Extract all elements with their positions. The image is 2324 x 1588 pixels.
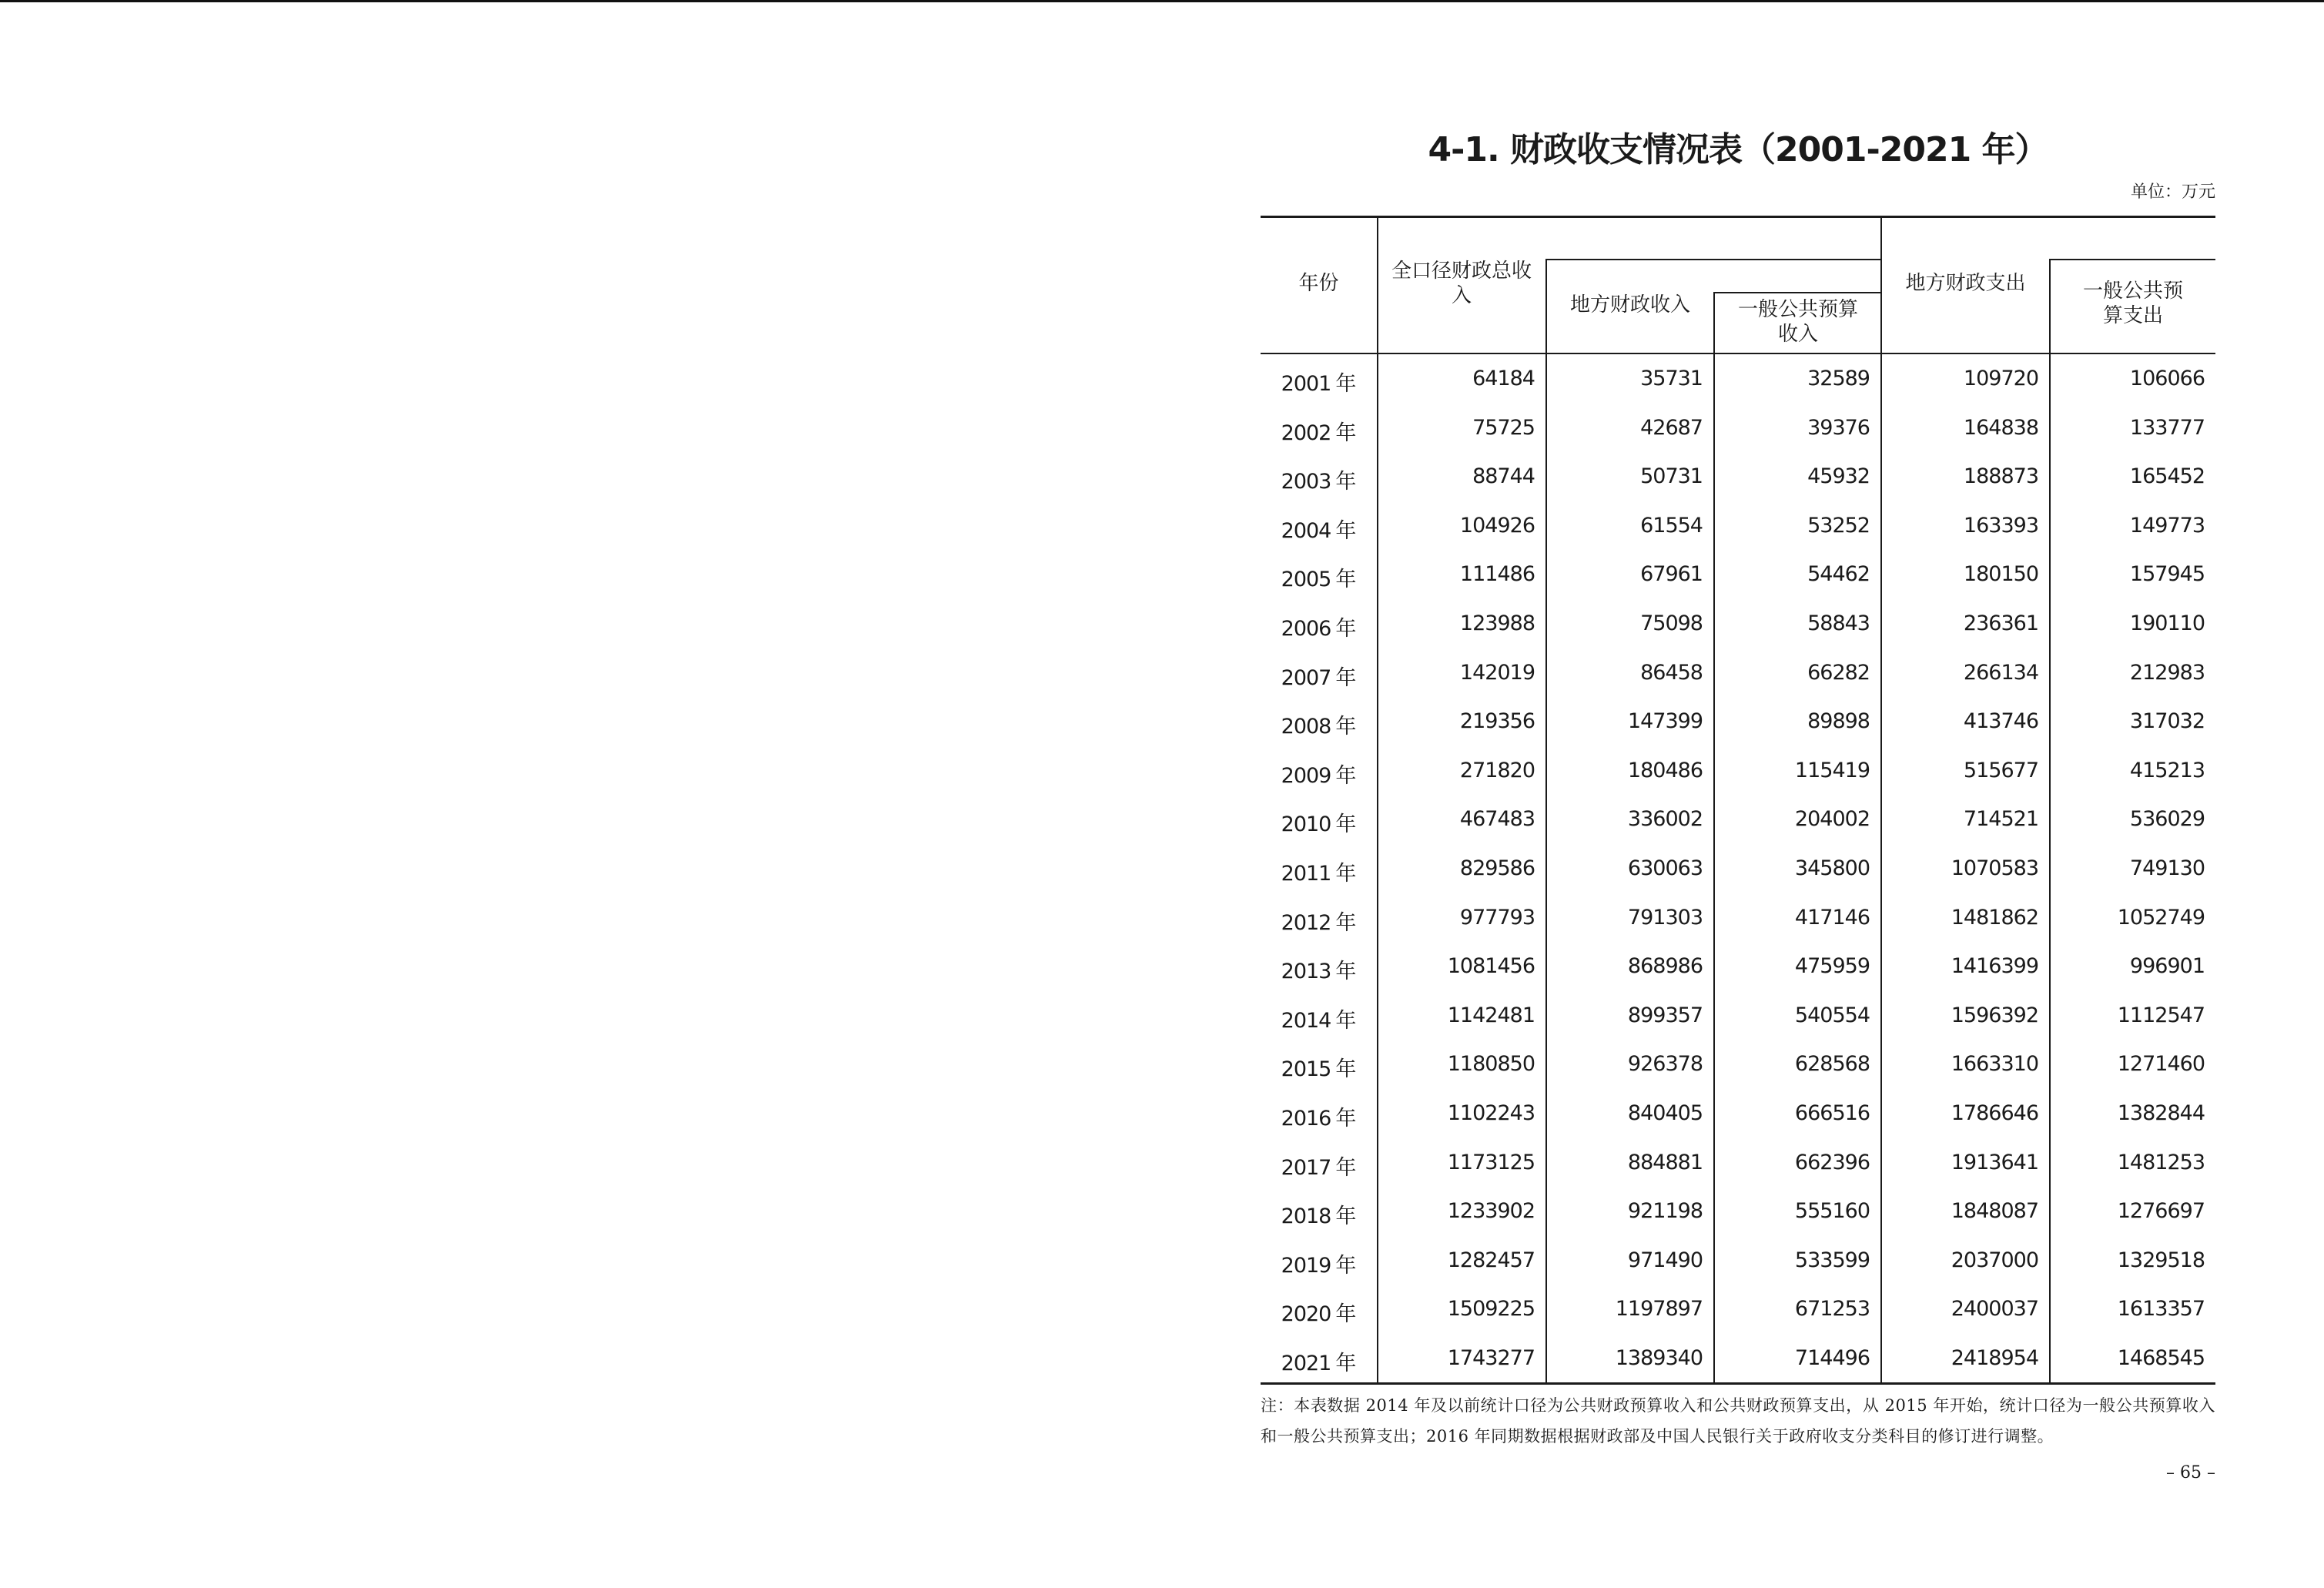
cell-local-expenditure: 109720 <box>1963 367 2038 390</box>
cell-local-revenue: 61554 <box>1640 513 1703 538</box>
cell-general-budget-expenditure: 133777 <box>2129 415 2205 440</box>
unit-label: 单位：万元 <box>2130 183 2215 202</box>
cell-local-expenditure: 163393 <box>1963 513 2038 538</box>
year-value: 2006 <box>1281 617 1331 641</box>
year-value: 2001 <box>1281 372 1331 396</box>
cell-total-revenue: 1233902 <box>1447 1199 1535 1224</box>
cell-local-expenditure: 1913641 <box>1951 1150 2038 1174</box>
cell-general-budget-revenue: 54462 <box>1807 562 1870 587</box>
row-year <box>1261 1248 1377 1278</box>
cell-local-revenue: 630063 <box>1627 856 1703 880</box>
year-value: 2004 <box>1281 518 1331 543</box>
row-year <box>1261 1052 1377 1082</box>
cell-total-revenue: 977793 <box>1459 905 1535 930</box>
year-suffix: 年 <box>1335 910 1357 935</box>
cell-general-budget-expenditure: 1613357 <box>2117 1297 2205 1322</box>
book-page <box>1261 0 2215 1588</box>
cell-general-budget-expenditure: 212983 <box>2129 660 2205 685</box>
year-value: 2018 <box>1281 1204 1331 1229</box>
table-footnote: 注：本表数据 2014 年及以前统计口径为公共财政预算收入和公共财政预算支出，从 2015 年开始，统计口径为一般公共预算收入和一般公共预算支出；2016 年同期数据根据财政部及中国人民银行关于政府收支分类科目的修订进行调整。 <box>1261 1396 2215 1446</box>
year-value: 2010 <box>1281 812 1331 837</box>
year-value: 2007 <box>1281 665 1331 690</box>
row-year <box>1261 611 1377 642</box>
row-year <box>1261 416 1377 446</box>
table-bottom-rule <box>1261 1382 2215 1385</box>
cell-local-revenue: 899357 <box>1627 1003 1703 1027</box>
cell-total-revenue: 1102243 <box>1447 1101 1535 1125</box>
year-suffix: 年 <box>1335 1253 1357 1278</box>
cell-local-expenditure: 714521 <box>1963 807 2038 832</box>
cell-general-budget-expenditure: 536029 <box>2129 807 2205 832</box>
cell-general-budget-revenue: 714496 <box>1794 1346 1870 1370</box>
header-local-revenue: 地方财政收入 <box>1569 293 1690 317</box>
sub-header-rule <box>1713 292 1882 293</box>
cell-local-expenditure: 515677 <box>1963 758 2038 782</box>
cell-total-revenue: 271820 <box>1459 758 1535 782</box>
row-year <box>1261 807 1377 837</box>
row-year <box>1261 1151 1377 1181</box>
year-suffix: 年 <box>1335 1155 1357 1180</box>
cell-general-budget-expenditure: 1382844 <box>2117 1101 2205 1125</box>
cell-total-revenue: 1142481 <box>1447 1003 1535 1027</box>
year-value: 2021 <box>1281 1352 1331 1375</box>
year-value: 2008 <box>1281 715 1331 739</box>
cell-local-expenditure: 236361 <box>1963 611 2038 635</box>
year-suffix: 年 <box>1335 862 1357 886</box>
cell-local-revenue: 86458 <box>1640 660 1703 685</box>
year-value: 2016 <box>1281 1107 1331 1131</box>
row-year <box>1261 954 1377 984</box>
row-year <box>1261 661 1377 691</box>
header-local-expenditure: 地方财政支出 <box>1905 272 2026 295</box>
row-year <box>1261 514 1377 544</box>
cell-total-revenue: 1282457 <box>1447 1248 1535 1272</box>
cell-local-expenditure: 2400037 <box>1951 1297 2038 1322</box>
row-year <box>1261 464 1377 494</box>
table-top-rule <box>1261 216 2215 218</box>
table-title: 4-1. 财政收支情况表（2001-2021 年） <box>1428 130 2048 169</box>
cell-general-budget-revenue: 32589 <box>1807 367 1870 390</box>
cell-general-budget-revenue: 671253 <box>1794 1297 1870 1322</box>
header-bottom-rule <box>1261 353 2215 354</box>
cell-general-budget-revenue: 475959 <box>1794 954 1870 979</box>
year-suffix: 年 <box>1335 763 1357 788</box>
year-value: 2005 <box>1281 568 1331 592</box>
year-suffix: 年 <box>1335 372 1357 396</box>
row-year <box>1261 1346 1377 1376</box>
cell-general-budget-expenditure: 415213 <box>2129 758 2205 782</box>
cell-general-budget-revenue: 204002 <box>1794 807 1870 832</box>
cell-local-revenue: 50731 <box>1640 464 1703 489</box>
year-suffix: 年 <box>1335 1204 1357 1229</box>
cell-general-budget-revenue: 39376 <box>1807 415 1870 440</box>
cell-total-revenue: 64184 <box>1472 367 1535 390</box>
cell-total-revenue: 142019 <box>1459 660 1535 685</box>
year-suffix: 年 <box>1335 617 1357 641</box>
cell-general-budget-expenditure: 317032 <box>2129 709 2205 734</box>
cell-local-revenue: 1389340 <box>1615 1346 1703 1370</box>
year-value: 2014 <box>1281 1008 1331 1033</box>
cell-general-budget-revenue: 417146 <box>1794 905 1870 930</box>
cell-general-budget-expenditure: 1329518 <box>2117 1248 2205 1272</box>
cell-local-expenditure: 1596392 <box>1951 1003 2038 1027</box>
row-year <box>1261 906 1377 936</box>
cell-general-budget-expenditure: 1481253 <box>2117 1150 2205 1174</box>
cell-local-revenue: 791303 <box>1627 905 1703 930</box>
cell-total-revenue: 104926 <box>1459 513 1535 538</box>
cell-local-revenue: 884881 <box>1627 1150 1703 1174</box>
year-value: 2017 <box>1281 1155 1331 1180</box>
cell-general-budget-expenditure: 1052749 <box>2117 905 2205 930</box>
cell-local-expenditure: 180150 <box>1963 562 2038 587</box>
revenue-group-rule <box>1545 259 1882 260</box>
cell-local-expenditure: 1848087 <box>1951 1199 2038 1224</box>
cell-general-budget-revenue: 628568 <box>1794 1052 1870 1077</box>
year-suffix: 年 <box>1335 1057 1357 1082</box>
cell-local-revenue: 35731 <box>1640 367 1703 390</box>
row-year <box>1261 1101 1377 1131</box>
cell-general-budget-expenditure: 1271460 <box>2117 1052 2205 1077</box>
year-value: 2011 <box>1281 862 1331 886</box>
row-year <box>1261 1003 1377 1034</box>
cell-local-expenditure: 1070583 <box>1951 856 2038 880</box>
cell-general-budget-revenue: 555160 <box>1794 1199 1870 1224</box>
cell-general-budget-revenue: 89898 <box>1807 709 1870 734</box>
cell-local-expenditure: 1416399 <box>1951 954 2038 979</box>
year-suffix: 年 <box>1335 1302 1357 1327</box>
year-value: 2009 <box>1281 763 1331 788</box>
cell-general-budget-revenue: 533599 <box>1794 1248 1870 1272</box>
cell-total-revenue: 88744 <box>1472 464 1535 489</box>
cell-general-budget-expenditure: 1276697 <box>2117 1199 2205 1224</box>
cell-total-revenue: 75725 <box>1472 415 1535 440</box>
cell-total-revenue: 1173125 <box>1447 1150 1535 1174</box>
header-total-revenue: 全口径财政总收入 <box>1391 260 1532 307</box>
year-suffix: 年 <box>1335 1008 1357 1033</box>
cell-total-revenue: 1180850 <box>1447 1052 1535 1077</box>
row-year <box>1261 367 1377 397</box>
cell-total-revenue: 111486 <box>1459 562 1535 587</box>
cell-total-revenue: 1509225 <box>1447 1297 1535 1322</box>
cell-general-budget-revenue: 666516 <box>1794 1101 1870 1125</box>
cell-general-budget-revenue: 58843 <box>1807 611 1870 635</box>
cell-general-budget-revenue: 345800 <box>1794 856 1870 880</box>
cell-local-expenditure: 188873 <box>1963 464 2038 489</box>
year-value: 2003 <box>1281 470 1331 494</box>
cell-general-budget-revenue: 45932 <box>1807 464 1870 489</box>
expenditure-group-rule <box>2049 259 2215 260</box>
header-general-budget-expenditure: 一般公共预算支出 <box>2082 280 2183 327</box>
row-year <box>1261 562 1377 592</box>
row-year <box>1261 709 1377 739</box>
header-year: 年份 <box>1298 272 1339 295</box>
cell-general-budget-expenditure: 749130 <box>2129 856 2205 880</box>
cell-general-budget-revenue: 540554 <box>1794 1003 1870 1027</box>
cell-general-budget-revenue: 115419 <box>1794 758 1870 782</box>
cell-total-revenue: 467483 <box>1459 807 1535 832</box>
cell-general-budget-expenditure: 157945 <box>2129 562 2205 587</box>
cell-local-revenue: 180486 <box>1627 758 1703 782</box>
cell-general-budget-revenue: 53252 <box>1807 513 1870 538</box>
year-value: 2020 <box>1281 1302 1331 1327</box>
year-value: 2013 <box>1281 960 1331 984</box>
year-value: 2015 <box>1281 1057 1331 1082</box>
cell-local-expenditure: 1663310 <box>1951 1052 2038 1077</box>
year-value: 2002 <box>1281 420 1331 445</box>
year-value: 2019 <box>1281 1253 1331 1278</box>
cell-local-revenue: 840405 <box>1627 1101 1703 1125</box>
cell-general-budget-expenditure: 106066 <box>2129 367 2205 390</box>
cell-local-revenue: 336002 <box>1627 807 1703 832</box>
cell-local-expenditure: 1786646 <box>1951 1101 2038 1125</box>
cell-local-expenditure: 413746 <box>1963 709 2038 734</box>
cell-total-revenue: 829586 <box>1459 856 1535 880</box>
row-year <box>1261 759 1377 789</box>
cell-local-revenue: 868986 <box>1627 954 1703 979</box>
page-number: – 65 – <box>2166 1463 2215 1482</box>
cell-local-revenue: 67961 <box>1640 562 1703 587</box>
cell-general-budget-revenue: 662396 <box>1794 1150 1870 1174</box>
cell-general-budget-expenditure: 149773 <box>2129 513 2205 538</box>
cell-local-revenue: 926378 <box>1627 1052 1703 1077</box>
year-suffix: 年 <box>1335 518 1357 543</box>
cell-local-revenue: 1197897 <box>1615 1297 1703 1322</box>
row-year <box>1261 1199 1377 1229</box>
cell-total-revenue: 1743277 <box>1447 1346 1535 1370</box>
cell-local-expenditure: 2037000 <box>1951 1248 2038 1272</box>
year-suffix: 年 <box>1335 1352 1357 1375</box>
row-year <box>1261 856 1377 886</box>
cell-local-expenditure: 164838 <box>1963 415 2038 440</box>
cell-local-revenue: 75098 <box>1640 611 1703 635</box>
year-suffix: 年 <box>1335 420 1357 445</box>
cell-general-budget-expenditure: 190110 <box>2129 611 2205 635</box>
cell-total-revenue: 1081456 <box>1447 954 1535 979</box>
year-suffix: 年 <box>1335 960 1357 984</box>
cell-local-expenditure: 2418954 <box>1951 1346 2038 1370</box>
cell-general-budget-expenditure: 1112547 <box>2117 1003 2205 1027</box>
cell-local-revenue: 42687 <box>1640 415 1703 440</box>
cell-local-revenue: 147399 <box>1627 709 1703 734</box>
row-year <box>1261 1297 1377 1327</box>
year-suffix: 年 <box>1335 665 1357 690</box>
year-suffix: 年 <box>1335 568 1357 592</box>
cell-local-revenue: 921198 <box>1627 1199 1703 1224</box>
cell-local-expenditure: 266134 <box>1963 660 2038 685</box>
cell-general-budget-revenue: 66282 <box>1807 660 1870 685</box>
year-value: 2012 <box>1281 910 1331 935</box>
cell-total-revenue: 219356 <box>1459 709 1535 734</box>
cell-general-budget-expenditure: 165452 <box>2129 464 2205 489</box>
year-suffix: 年 <box>1335 1107 1357 1131</box>
cell-local-expenditure: 1481862 <box>1951 905 2038 930</box>
year-suffix: 年 <box>1335 715 1357 739</box>
cell-general-budget-expenditure: 996901 <box>2129 954 2205 979</box>
cell-total-revenue: 123988 <box>1459 611 1535 635</box>
cell-local-revenue: 971490 <box>1627 1248 1703 1272</box>
year-suffix: 年 <box>1335 812 1357 837</box>
year-suffix: 年 <box>1335 470 1357 494</box>
header-general-budget-revenue: 一般公共预算收入 <box>1738 298 1859 346</box>
cell-general-budget-expenditure: 1468545 <box>2117 1346 2205 1370</box>
